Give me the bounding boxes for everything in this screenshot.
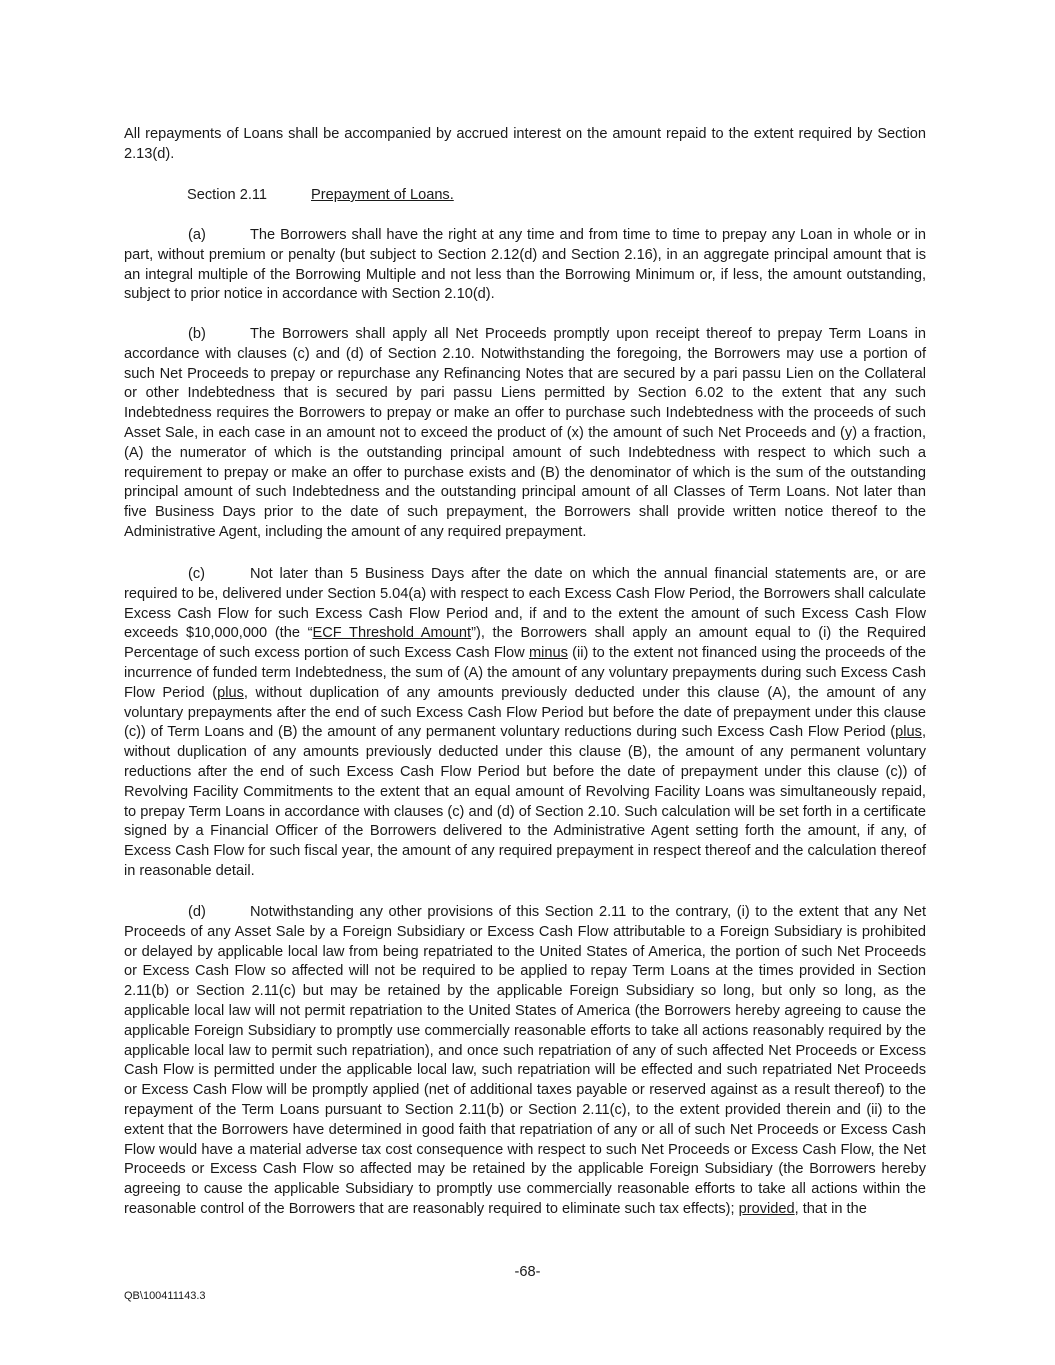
underlined-term: plus: [895, 724, 922, 741]
defined-term: ECF Threshold Amount: [312, 625, 472, 642]
section-heading: [187, 186, 454, 206]
paragraph-label: (a): [188, 227, 206, 243]
paragraph-text: , that in the: [794, 1200, 867, 1217]
paragraph-b: [124, 325, 926, 543]
underlined-term: plus: [217, 684, 244, 701]
paragraph-c: [124, 565, 926, 882]
paragraph-text: (ii) to the extent not financed using the proceeds of the incurrence of funded term Indebtedness, the sum of (A) the amount of any voluntary prepayments during such Excess Cash Flow Period (: [124, 645, 926, 701]
page-number: -68-: [514, 1264, 541, 1280]
paragraph-label: (c): [188, 566, 206, 582]
paragraph-d: [124, 903, 926, 1220]
paragraph-a: [124, 226, 926, 305]
paragraph-text: , without duplication of any amounts previously deducted under this clause (B), the amount of any permanent voluntary reductions after the end of such Excess Cash Flow Period but before the date of prepayment under this clause (c)) of Revolving Facility Commitments to the extent that an equal amount of Revolving Facility Loans was simultaneously repaid, to prepay Term Loans in accordance with clauses (c) and (d) of Section 2.10. Such calculation will be set forth in a certificate signed by a Financial Officer of the Borrowers delivered to the Administrative Agent setting forth the amount, if any, of Excess Cash Flow for such fiscal year, the amount of any required prepayment in respect thereof and the calculation thereof in reasonable detail.: [124, 724, 926, 879]
paragraph-label: (b): [188, 326, 206, 342]
paragraph-text: The Borrowers shall apply all Net Proceeds promptly upon receipt thereof to prepay Term Loans in accordance with clauses (c) and (d) of Section 2.10. Notwithstanding the foregoing, the Borrowers may use a portion of such Net Proceeds to prepay or repurchase any Refinancing Notes that are secured by a pari passu Lien on the Collateral or other Indebtedness that is secured by pari passu Liens permitted by Section 6.02 to the extent that any such Indebtedness requires the Borrowers to prepay or make an offer to purchase such Indebtedness with the proceeds of such Asset Sale, in each case in an amount not to exceed the product of (x) the amount of such Net Proceeds and (y) a fraction, (A) the numerator of which is the outstanding principal amount of such Indebtedness with respect to which such a requirement to prepay or make an offer to purchase exists and (B) the denominator of which is the sum of the outstanding principal amount of such Indebtedness and the outstanding principal amount of all Classes of Term Loans. Not later than five Business Days prior to the date of such prepayment, the Borrowers shall provide written notice thereof to the Administrative Agent, including the amount of any required prepayment.: [124, 326, 926, 540]
underlined-term: provided: [738, 1200, 795, 1217]
paragraph-text: Not later than 5 Business Days after the date on which the annual financial statements are, or are required to be, delivered under Section 5.04(a) with respect to each Excess Cash Flow Period, the Borrowers shall calculate Excess Cash Flow for such Excess Cash Flow Period and, if and to the extent the amount of such Excess Cash Flow exceeds $10,000,000 (the “: [124, 566, 926, 642]
paragraph-text: The Borrowers shall have the right at any time and from time to time to prepay any Loan in whole or in part, without premium or penalty (but subject to Section 2.12(d) and Section 2.16), in an aggregate principal amount that is an integral multiple of the Borrowing Multiple and not less than the Borrowing Minimum or, if less, the amount outstanding, subject to prior notice in accordance with Section 2.10(d).: [124, 227, 926, 303]
underlined-term: minus: [528, 645, 568, 662]
paragraph-label: (d): [188, 904, 206, 920]
paragraph-text: ”), the Borrowers shall apply an amount equal to (i) the Required Percentage of such excess portion of such Excess Cash Flow: [124, 625, 927, 662]
paragraph-text: Notwithstanding any other provisions of this Section 2.11 to the contrary, (i) to the extent that any Net Proceeds of any Asset Sale by a Foreign Subsidiary or Excess Cash Flow attributable to a Foreign Subsidiary is prohibited or delayed by applicable local law from being repatriated to the United States of America, the portion of such Net Proceeds or Excess Cash Flow so affected will not be required to be applied to repay Term Loans at the times provided in Section 2.11(b) or Section 2.11(c) but may be retained by the applicable Foreign Subsidiary so long, but only so long, as the applicable local law will not permit repatriation to the United States of America (the Borrowers hereby agreeing to cause the applicable Foreign Subsidiary to promptly use commercially reasonable efforts to take all actions reasonably required by the applicable local law to permit such repatriation), and once such repatriation of any of such affected Net Proceeds or Excess Cash Flow is permitted under the applicable local law, such repatriation will be effected and such repatriated Net Proceeds or Excess Cash Flow will be promptly applied (net of additional taxes payable or reserved against as a result thereof) to the repayment of the Term Loans pursuant to Section 2.11(b) or Section 2.11(c), to the extent provided therein and (ii) to the extent that the Borrowers have determined in good faith that repatriation of any or all of such Net Proceeds or Excess Cash Flow would have a material adverse tax cost consequence with respect to such Net Proceeds or Excess Cash Flow, the Net Proceeds or Excess Cash Flow so affected may be retained by the applicable Foreign Subsidiary (the Borrowers hereby agreeing to cause the applicable Subsidiary to promptly use commercially reasonable efforts to take all actions within the reasonable control of the Borrowers that are reasonably required to eliminate such tax effects);: [124, 904, 926, 1217]
paragraph-intro: All repayments of Loans shall be accompanied by accrued interest on the amount repaid to the extent required by Section 2.13(d).: [124, 126, 926, 162]
document-id: QB\100411143.3: [124, 1290, 206, 1302]
section-title: Prepayment of Loans.: [311, 187, 454, 203]
paragraph-text: , without duplication of any amounts previously deducted under this clause (A), the amount of any voluntary prepayments after the end of such Excess Cash Flow Period but before the date of prepayment under this clause (c)) of Term Loans and (B) the amount of any permanent voluntary reductions during such Excess Cash Flow Period (: [124, 684, 926, 741]
section-number: Section 2.11: [187, 187, 268, 203]
